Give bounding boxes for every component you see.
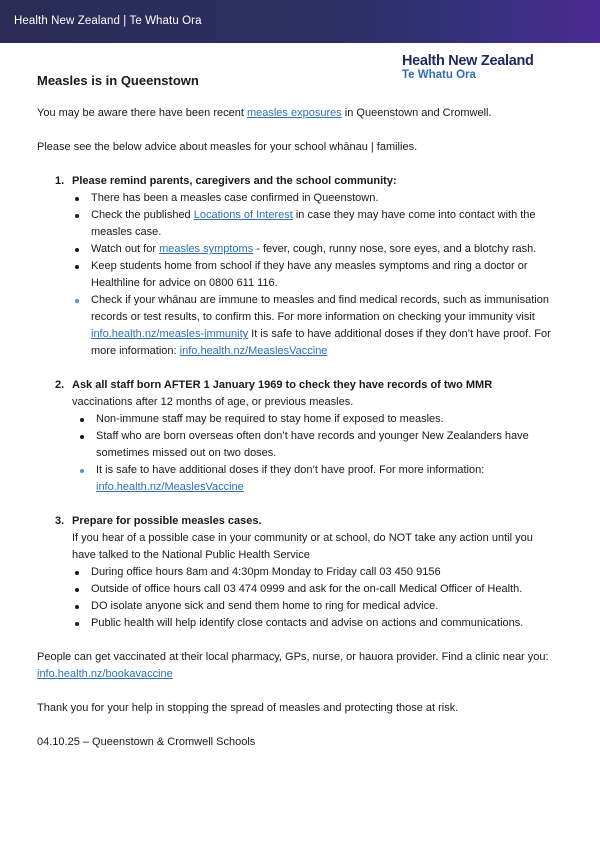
section-heading: Prepare for possible measles cases. [72,515,262,527]
thanks-paragraph: Thank you for your help in stopping the spread of measles and protecting those at risk. [37,702,459,714]
section-number: 1. [55,175,65,187]
item-text: Check if your whānau are immune to measles and find medical records, such as immunisation records or test results, to confirm this. For more information on checking your immunity visit [91,294,549,323]
section-subline: vaccinations after 12 months of age, or previous measles. [72,396,354,408]
intro-paragraph [37,105,559,122]
item-text: in case they may have come into contact with the measles case. [91,209,536,238]
item-text: Check the published [91,209,194,221]
intro-text: You may be aware there have been recent [37,107,247,119]
measles-vaccine-link[interactable]: info.health.nz/MeaslesVaccine [96,481,244,493]
list-item [72,292,559,360]
logo-subname: Te Whatu Ora [402,69,476,81]
list-item: DO isolate anyone sick and send them home to ring for medical advice. [72,598,559,615]
book-a-vaccine-link[interactable]: info.health.nz/bookavaccine [37,668,173,680]
measles-symptoms-link[interactable]: measles symptoms [159,243,254,255]
banner-title: Health New Zealand | Te Whatu Ora [14,15,202,27]
measles-vaccine-link[interactable]: info.health.nz/MeaslesVaccine [179,345,328,357]
page-title: Measles is in Queenstown [37,73,199,88]
logo-name: Health New Zealand [402,53,534,69]
section-subline: If you hear of a possible case in your community or at school, do NOT take any action until you have talked to the National Public Health Service [72,532,533,561]
header-banner [0,0,600,43]
section-2 [37,377,559,496]
section-heading: Please remind parents, caregivers and the school community: [72,175,397,187]
measles-immunity-link[interactable]: info.health.nz/measles-immunity [91,328,249,340]
intro-text-end: in Queenstown and Cromwell. [341,107,492,119]
bullet-list [72,564,559,632]
locations-of-interest-link[interactable]: Locations of Interest [193,209,293,221]
bullet-list [72,411,559,496]
list-item [72,241,559,258]
list-item: Public health will help identify close contacts and advise on actions and communications. [72,615,559,632]
measles-exposures-link[interactable]: measles exposures [246,107,342,119]
list-item: During office hours 8am and 4:30pm Monday to Friday call 03 450 9156 [72,564,559,581]
item-text: It is safe to have additional doses if they don’t have proof. For more information: [96,464,485,476]
document-body [37,72,559,751]
list-item: There has been a measles case confirmed in Queenstown. [72,190,559,207]
vaccinate-text: People can get vaccinated at their local pharmacy, GPs, nurse, or hauora provider. Find a clinic near you: [37,651,549,663]
list-item: Staff who are born overseas often don’t have records and younger New Zealanders have sometimes missed out on two doses. [72,428,559,462]
vaccinate-paragraph [37,649,559,683]
item-text: It is safe to have additional doses if they don’t have proof. For more information: [91,328,551,357]
list-item: Non-immune staff may be required to stay home if exposed to measles. [72,411,559,428]
list-item [72,462,559,496]
list-item: Keep students home from school if they have any measles symptoms and ring a doctor or Healthline for advice on 0800 611 116. [72,258,559,292]
section-heading: Ask all staff born AFTER 1 January 1969 to check they have records of two MMR [72,379,493,391]
section-number: 2. [55,379,65,391]
section-3 [37,513,559,632]
list-item: Outside of office hours call 03 474 0999 and ask for the on-call Medical Officer of Health. [72,581,559,598]
item-text: Watch out for [91,243,160,255]
footer-date: 04.10.25 – Queenstown & Cromwell Schools [37,736,256,748]
advice-paragraph: Please see the below advice about measles for your school whānau | families. [37,141,418,153]
bullet-list [72,190,559,360]
section-1 [37,173,559,360]
item-text: - fever, cough, runny nose, sore eyes, and a blotchy rash. [253,243,537,255]
list-item [72,207,559,241]
section-number: 3. [55,515,65,527]
